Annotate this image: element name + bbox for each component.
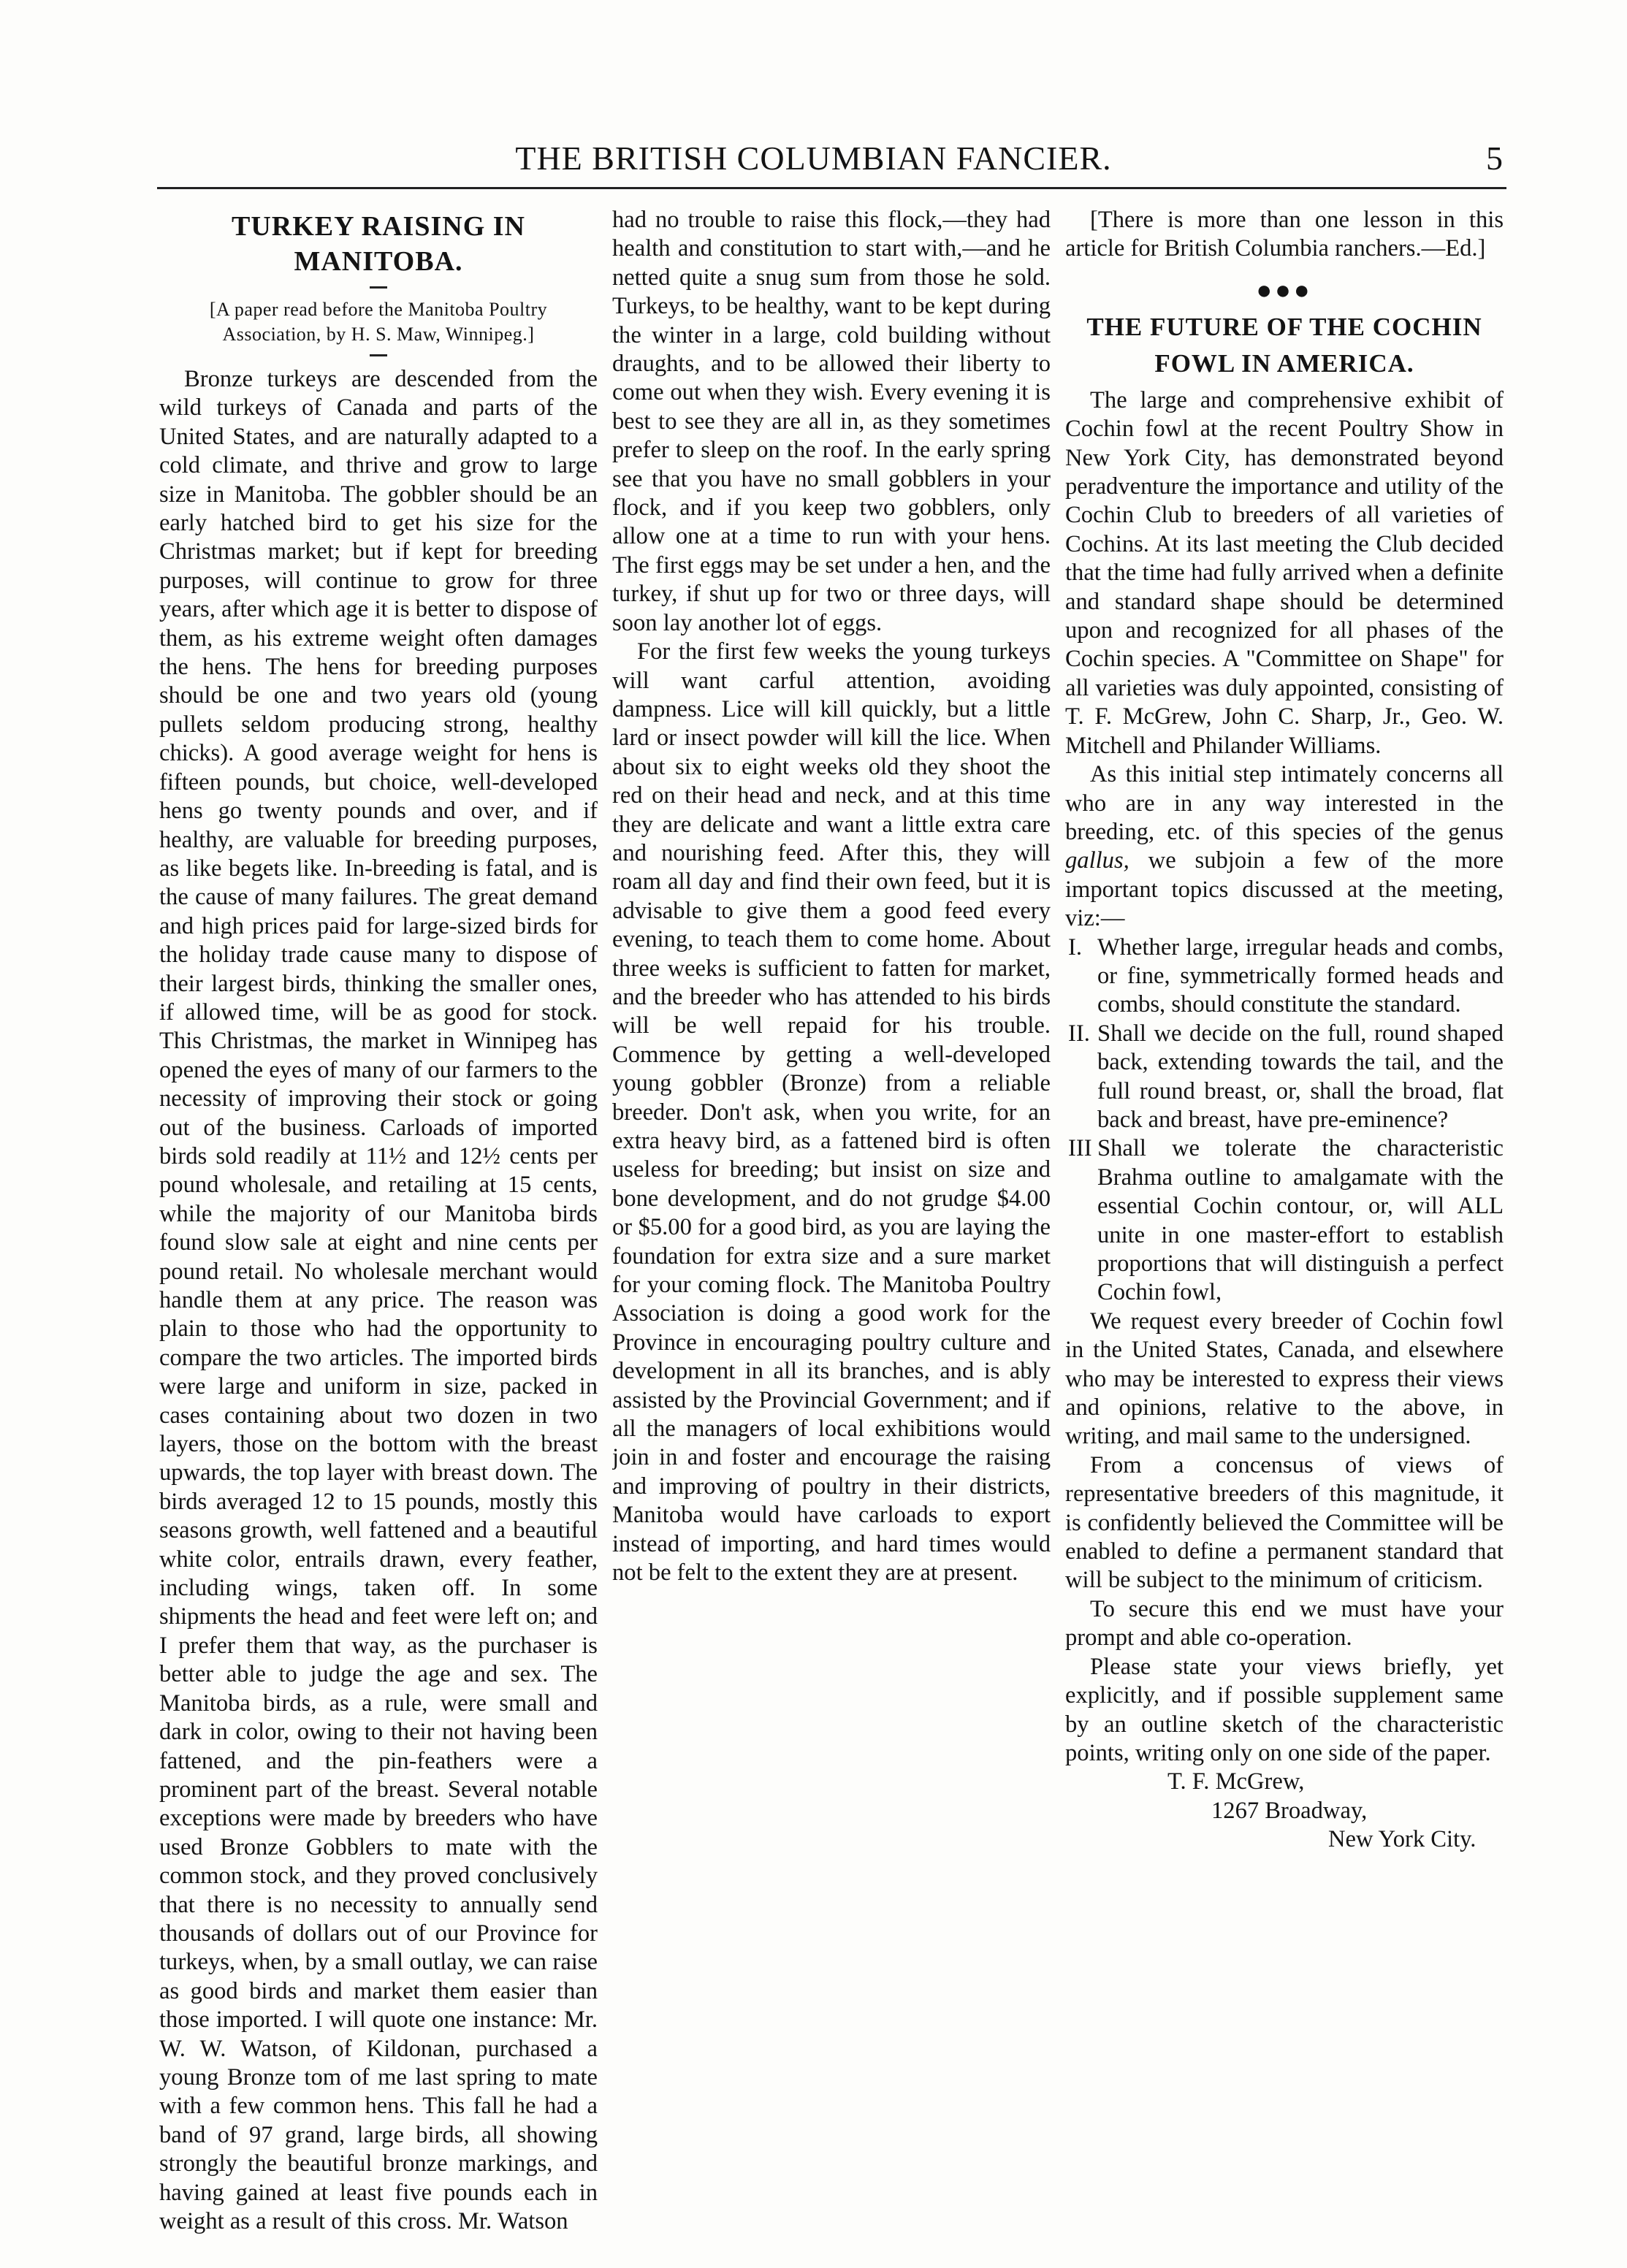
question-item: [1065, 1134, 1504, 1307]
question-number: III: [1068, 1135, 1092, 1162]
byline-rule: [370, 354, 387, 356]
question-text: Shall we decide on the full, round shaped back, extending towards the tail, and the full round breast, or, shall the broad, flat back and breast, have pre-eminence?: [1097, 1020, 1504, 1133]
editor-note: [There is more than one lesson in this article for British Columbia ranchers.—Ed.]: [1065, 207, 1504, 262]
column-2: [612, 206, 1051, 2244]
question-number: I.: [1068, 933, 1082, 961]
article-2-title: THE FUTURE OF THE COCHIN FOWL IN AMERICA.: [1086, 312, 1482, 378]
genus-name: gallus,: [1065, 847, 1129, 874]
section-separator: ●●●: [1256, 275, 1313, 305]
question-text: Whether large, irregular heads and combs, or fine, symmetrically formed heads and combs, should constitute the standard.: [1097, 933, 1504, 1018]
signature-name: T. F. McGrew,: [1167, 1768, 1305, 1795]
article-1-paragraph-continued: had no trouble to raise this flock,—they had health and constitution to start with,—and he netted quite a snug sum from those he sold. Turkeys, to be healthy, want to be kept during the winter in a large, cold building without draughts, and to be allowed their liberty to come out when they wish. Every evening it is best to see they are all in, as they sometimes prefer to sleep on the roof. In the early spring see that you have no small gobblers in your flock, and if you keep two gobblers, only allow one at a time to run with your hens. The first eggs may be set under a hen, and the turkey, if shut up for two or three days, will soon lay another lot of eggs.: [612, 207, 1051, 636]
article-2-paragraph: To secure this end we must have your prompt and able co-operation.: [1065, 1595, 1504, 1652]
article-2-paragraph: Please state your views briefly, yet explicitly, and if possible supplement same by an outline sketch of the characteristic points, writing only on one side of the paper.: [1065, 1653, 1504, 1766]
column-1: [159, 206, 598, 2244]
article-1-byline: [A paper read before the Manitoba Poultry Association, by H. S. Maw, Winnipeg.]: [209, 299, 548, 345]
article-1-paragraph: For the first few weeks the young turkeys will want carful attention, avoiding dampness. Lice will kill quickly, but a little lard or insect powder will kill the lice. When about six to eight weeks old they shoot the red on their head and neck, and at this time they are delicate and want a little extra care and nourishing feed. After this, they will roam all day and find their own feed, but it is advisable to give them a good feed every evening, to teach them to come home. About three weeks is sufficient to fatten for market, and the breeder who has attended to his birds will be well repaid for his trouble. Commence by getting a well-developed young gobbler (Bronze) from a reliable breeder. Don't ask, when you write, for an extra heavy bird, as a fattened bird is often useless for breeding; but insist on size and bone development, and do not grudge $4.00 or $5.00 for a good bird, as you are laying the foundation for extra size and a sure market for your coming flock. The Manitoba Poultry Association is doing a good work for the Province in encouraging poultry culture and development in all its branches, and is ably assisted by the Provincial Government; and if all the managers of local exhibitions would join in and foster and encourage the raising and improving of poultry in their districts, Manitoba would have carloads to export instead of importing, and hard times would not be felt to the extent they are at present.: [612, 638, 1051, 1587]
question-item: [1065, 933, 1504, 1020]
page-number: 5: [1486, 140, 1503, 177]
header-rule: [157, 187, 1506, 189]
article-2-paragraph: [1065, 760, 1504, 933]
column-3: [1065, 206, 1504, 2244]
article-2-lead-in-tail: we subjoin a few of the more important topics discussed at the meeting, viz:—: [1065, 847, 1504, 932]
question-number: II.: [1068, 1020, 1090, 1047]
article-2-paragraph: We request every breeder of Cochin fowl in the United States, Canada, and elsewhere who may be interested to express their views and opinions, relative to the above, in writing, and mail same to the undersigned.: [1065, 1307, 1504, 1450]
publication-title: THE BRITISH COLUMBIAN FANCIER.: [515, 140, 1112, 177]
article-2-paragraph: The large and comprehensive exhibit of Cochin fowl at the recent Poultry Show in New York City, has demonstrated beyond peradventure the importance and utility of the Cochin Club to breeders of all varieties of Cochins. At its last meeting the Club decided that the time had fully arrived when a definite and standard shape should be determined upon and recognized for all phases of the Cochin species. A "Committee on Shape" for all varieties was duly appointed, consisting of T. F. McGrew, John C. Sharp, Jr., Geo. W. Mitchell and Philander Williams.: [1065, 386, 1504, 759]
article-1-title: TURKEY RAISING IN MANITOBA.: [232, 211, 525, 277]
question-text: Shall we tolerate the characteristic Brahma outline to amalgamate with the essential Cochin contour, or, will ALL unite in one master-effort to establish proportions that will distinguish a perfect Cochin fowl,: [1097, 1135, 1504, 1306]
article-2-paragraph: From a concensus of views of representative breeders of this magnitude, it is confidently believed the Committee will be enabled to define a permanent standard that will be subject to the minimum of criticism.: [1065, 1451, 1504, 1594]
question-item: [1065, 1020, 1504, 1135]
running-head: [0, 139, 1627, 183]
article-2-lead-in: As this initial step intimately concerns all who are in any way interested in the breeding, etc. of this species of the genus: [1065, 761, 1504, 845]
signature-street: 1267 Broadway,: [1211, 1797, 1368, 1824]
title-rule: [370, 286, 387, 289]
signature-city: New York City.: [1328, 1826, 1477, 1853]
article-1-paragraph: Bronze turkeys are descended from the wild turkeys of Canada and parts of the United States, and are naturally adapted to a cold climate, and thrive and grow to large size in Manitoba. The gobbler should be an early hatched bird to get his size for the Christmas market; but if kept for breeding purposes, will continue to grow for three years, after which age it is better to dispose of them, as his extreme weight often damages the hens. The hens for breeding purposes should be one and two years old (young pullets seldom producing strong, healthy chicks). A good average weight for hens is fifteen pounds, but choice, well-developed hens go twenty pounds and over, and if healthy, are valuable for breeding purposes, as like begets like. In-breeding is fatal, and is the cause of many failures. The great demand and high prices paid for large-sized birds for the holiday trade cause many to dispose of their largest birds, thinking the smaller ones, if allowed time, will be as good for stock. This Christmas, the market in Winnipeg has opened the eyes of many of our farmers to the necessity of improving their stock or going out of the business. Carloads of imported birds sold readily at 11½ and 12½ cents per pound wholesale, and retailing at 15 cents, while the majority of our Manitoba birds found slow sale at eight and nine cents per pound retail. No wholesale merchant would handle them at any price. The reason was plain to those who had the opportunity to compare the two articles. The imported birds were large and uniform in size, packed in cases containing about two dozen in two layers, those on the bottom with the breast upwards, the top layer with breast down. The birds averaged 12 to 15 pounds, mostly this seasons growth, well fattened and a beautiful white color, entrails drawn, every feather, including wings, taken off. In some shipments the head and feet were left on; and I prefer them that way, as the purchaser is better able to judge the age and sex. The Manitoba birds, as a rule, were small and dark in color, owing to their not having been fattened, and the pin-feathers were a prominent part of the breast. Several notable exceptions were made by breeders who have used Bronze Gobblers to mate with the common stock, and they proved conclusively that there is no necessity to annually send thousands of dollars out of our Province for turkeys, when, by a small outlay, we can raise as good birds and market them easier than those imported. I will quote one instance: Mr. W. W. Watson, of Kildonan, purchased a young Bronze tom of me last spring to mate with a few common hens. This fall he had a band of 97 grand, large birds, all showing strongly the beautiful bronze markings, and having gained at least five pounds each in weight as a result of this cross. Mr. Watson: [159, 366, 598, 2234]
